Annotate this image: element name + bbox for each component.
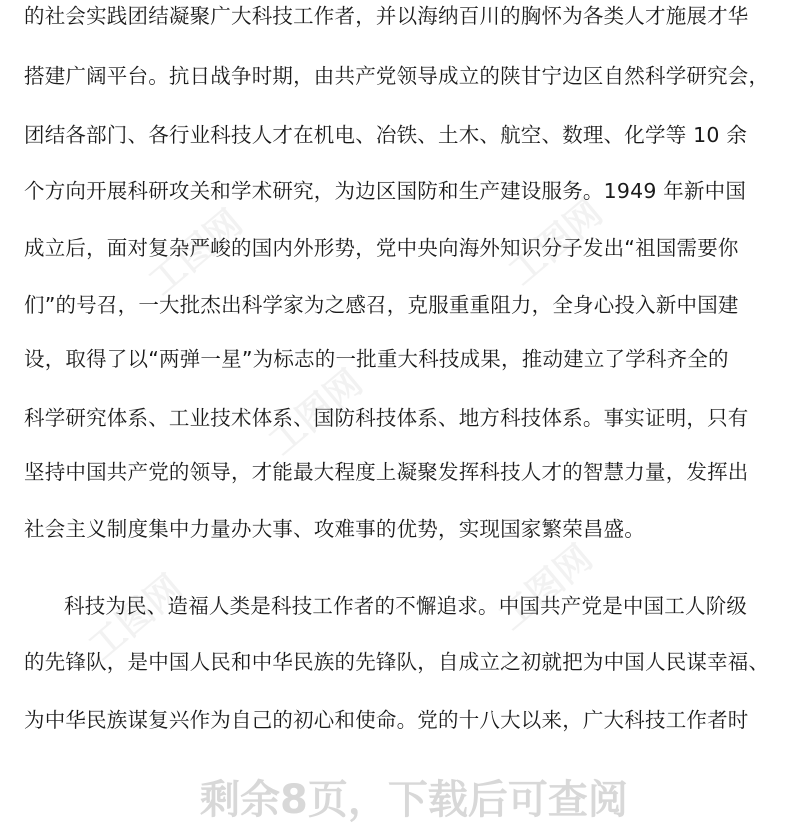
- paragraph-line: 的先锋队，是中国人民和中华民族的先锋队，自成立之初就把为中国人民谋幸福、: [24, 650, 770, 674]
- paragraph-line: 成立后，面对复杂严峻的国内外形势，党中央向海外知识分子发出“祖国需要你: [24, 236, 739, 260]
- paragraph-line: 们”的号召，一大批杰出科学家为之感召，克服重重阻力，全身心投入新中国建: [24, 293, 739, 317]
- watermark: 工图网: [141, 202, 251, 304]
- watermark: 工图网: [491, 537, 601, 639]
- paragraph-line: 搭建广阔平台。抗日战争时期，由共产党领导成立的陕甘宁边区自然科学研究会，: [24, 64, 770, 88]
- paragraph-line: 科技为民、造福人类是科技工作者的不懈追求。中国共产党是中国工人阶级: [64, 594, 748, 618]
- watermark: 工图网: [261, 362, 371, 464]
- paragraph-line: 为中华民族谋复兴作为自己的初心和使命。党的十八大以来，广大科技工作者时: [24, 708, 749, 732]
- paragraph-line: 坚持中国共产党的领导，才能最大程度上凝聚发挥科技人才的智慧力量，发挥出: [24, 460, 749, 484]
- watermark: 工图网: [501, 192, 611, 294]
- paragraph-line: 的社会实践团结凝聚广大科技工作者，并以海纳百川的胸怀为各类人才施展才华: [24, 4, 749, 28]
- download-to-read-more-button[interactable]: 剩余8页，下载后可查阅: [200, 777, 628, 823]
- paragraph-line: 团结各部门、各行业科技人才在机电、冶铁、土木、航空、数理、化学等 10 余: [24, 123, 748, 147]
- watermark: 工图网: [81, 567, 191, 669]
- paragraph-line: 科学研究体系、工业技术体系、国防科技体系、地方科技体系。事实证明，只有: [24, 406, 749, 430]
- paragraph-line: 社会主义制度集中力量办大事、攻难事的优势，实现国家繁荣昌盛。: [24, 517, 645, 541]
- paragraph-line: 设，取得了以“两弹一星”为标志的一批重大科技成果，推动建立了学科齐全的: [24, 347, 729, 371]
- paragraph-line: 个方向开展科研攻关和学术研究，为边区国防和生产建设服务。1949 年新中国: [24, 179, 747, 203]
